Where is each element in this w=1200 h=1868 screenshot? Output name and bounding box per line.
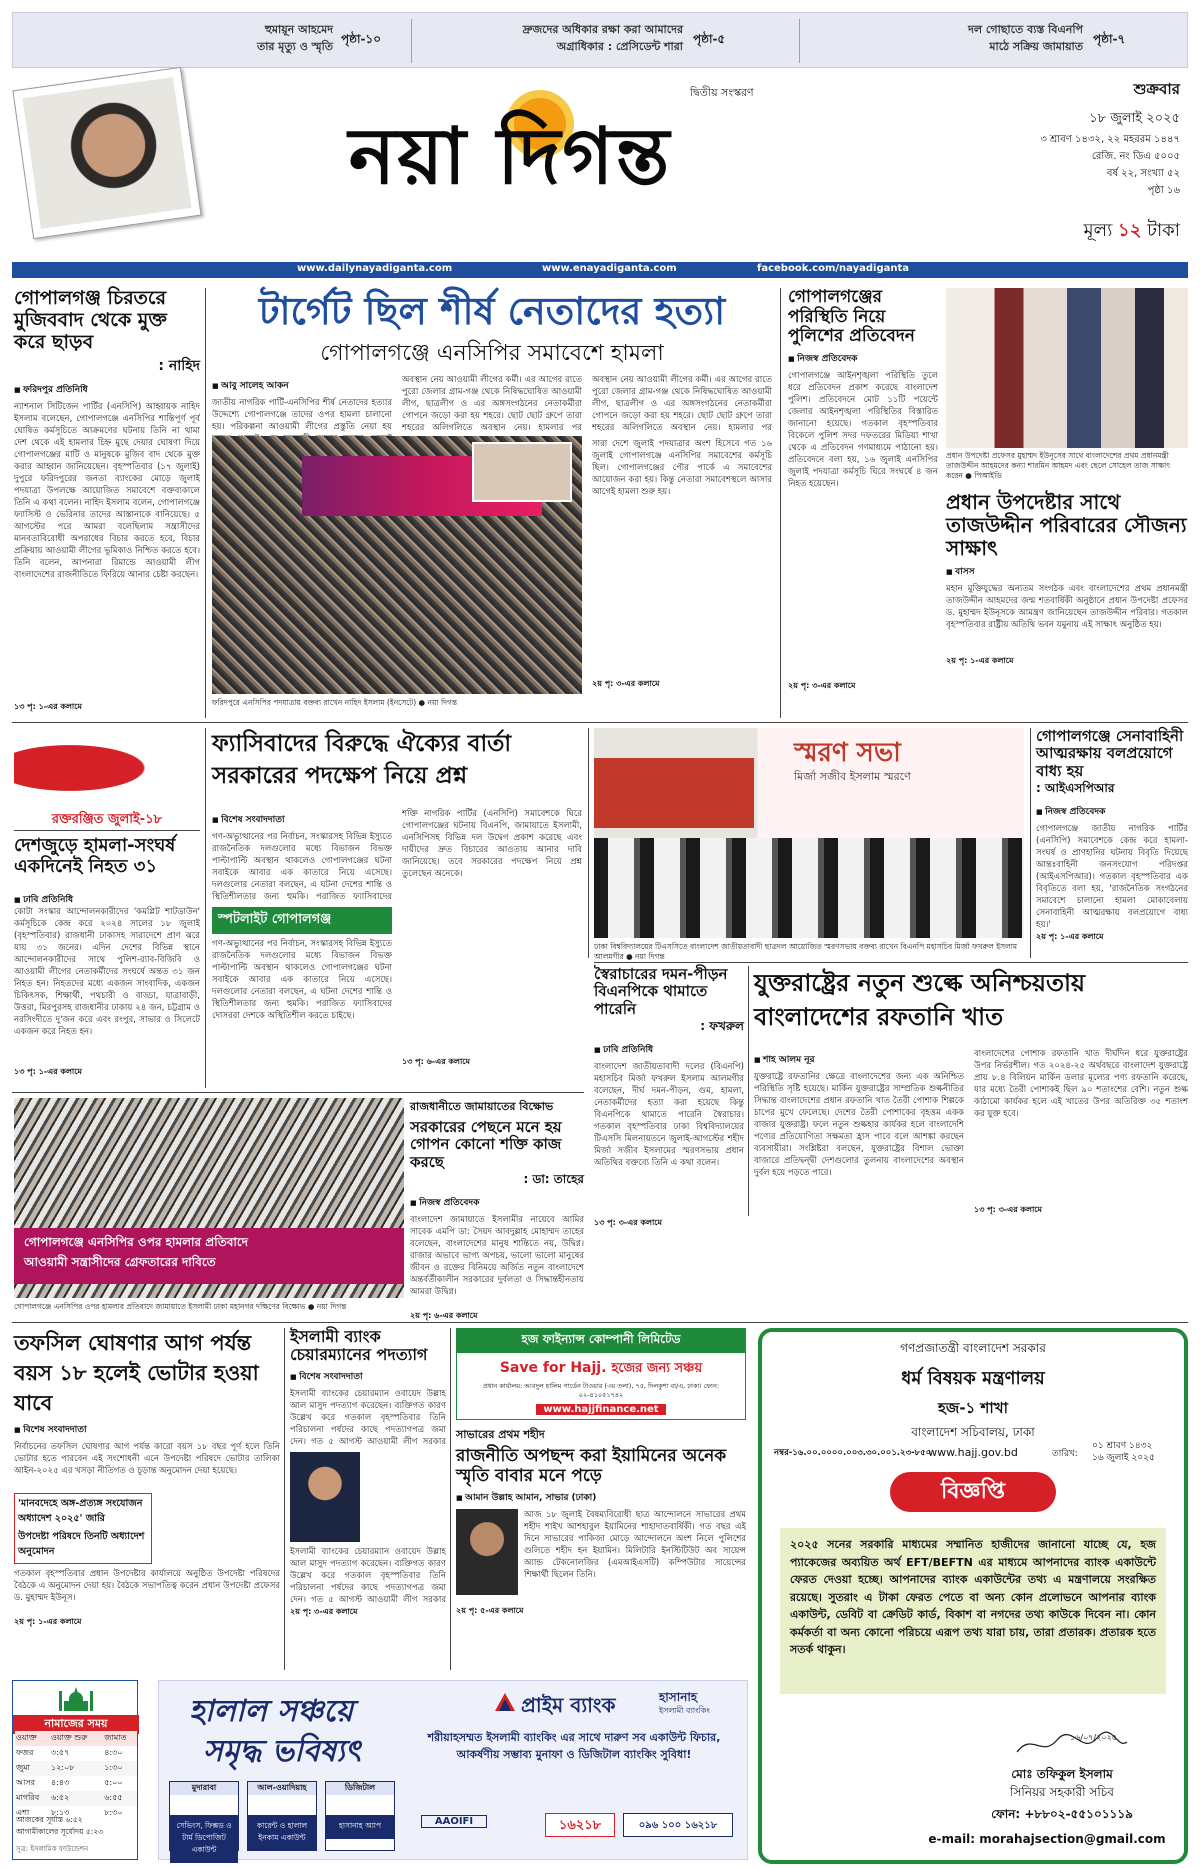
lead-headline: টার্গেট ছিল শীর্ষ নেতাদের হত্যা: [258, 289, 726, 333]
logo-text: নয়া দিগন্ত: [348, 111, 672, 202]
row-divider: [12, 1322, 1188, 1323]
price-unit: টাকা: [1147, 220, 1180, 241]
column-divider: [205, 728, 206, 1088]
headline: যুক্তরাষ্ট্রের নতুন শুল্কে অনিশ্চয়তায় বাংলাদেশের রফতানি খাত: [754, 969, 1086, 1031]
continued[interactable]: ২য় পৃ: ১-এর কলামে: [1036, 931, 1104, 941]
table-row: [15, 1746, 137, 1761]
lead-subhead: গোপালগঞ্জে এনসিপির সমাবেশে হামলা: [320, 341, 664, 366]
signer-title: সিনিয়র সহকারী সচিব: [1010, 1785, 1114, 1799]
caption-text: প্রধান উপদেষ্টা প্রফেসর মুহাম্মদ ইউনূসের সাথে বাংলাদেশের প্রথম প্রধানমন্ত্রী তাজউদ্দীন আহমদের কন্যা শারমিন আহমদ এবং ছেলে সোহেল তাজ সাক্ষাৎ করেন: [946, 451, 1171, 480]
bottom-protest-photo[interactable]: [14, 1098, 404, 1298]
inset-photo: [472, 442, 572, 502]
top-banner-page: পৃষ্ঠা-১০: [341, 32, 382, 46]
ad-url[interactable]: www.hajjfinance.net: [536, 1404, 666, 1415]
chairman-photo: [290, 1452, 360, 1542]
speaker: : আইএসপিআর: [1036, 780, 1115, 795]
body: ইসলামী ব্যাংকের চেয়ারম্যান ওবায়েদ উল্লাহ আল মাসুদ পদত্যাগ করেছেন। ব্যক্তিগত কারণ উল্লেখ করে গতকাল বৃহস্পতিবার তিনি পরিচালনা পর্ষদের কাছে পদত্যাগপত্র জমা দেন। গত ৫ আগস্ট আওয়ামী লীগ সরকার: [290, 1546, 446, 1605]
bottom-photo-caption: গোপালগঞ্জে এনসিপির ওপর হামলার প্রতিবাদে জামায়াতে ইসলামী ঢাকা মহানগর দক্ষিণের বিক্ষোভ ● নয়া দিগন্ত: [14, 1302, 347, 1311]
islami-bank-story[interactable]: [290, 1328, 446, 1670]
website-link[interactable]: www.dailynayadiganta.com: [297, 263, 453, 274]
portrait-photo: [23, 77, 192, 229]
banner-line-2: আওয়ামী সন্ত্রাসীদের গ্রেফতারের দাবিতে: [24, 1255, 216, 1269]
police-report-story[interactable]: [788, 288, 938, 718]
column-divider: [588, 728, 589, 958]
product-card[interactable]: [247, 1781, 317, 1851]
price-label: মূল্য: [1083, 220, 1113, 241]
event-people: [594, 838, 1024, 938]
product-head: মুদারাবা: [170, 1782, 238, 1795]
top-banner-item[interactable]: [423, 19, 763, 63]
body: বাংলাদেশ জাতীয়তাবাদী দলের (বিএনপি) মহাসচিব মির্জা ফখরুল ইসলাম আলমগীর বলেছেন, দীর্ঘ দমন-পীড়ন, গুম, হামলা, নেতাকর্মীদের হত্যা করা হয়েছে কিন্তু বিএনপিকে থামাতে পারেনি স্বৈরাচার। গতকাল বৃহস্পতিবার ঢাকা বিশ্ববিদ্যালয়ের টিএসসি মিলনায়তনে জুলাই-আগস্টের শহীদ মির্জা সজীব ইসলামের স্মরণসভায় প্রধান অতিথির বক্তব্যে তিনি এ কথা বলেন।: [594, 1061, 744, 1168]
web[interactable]: www.hajj.gov.bd: [928, 1446, 1018, 1459]
headline: স্বৈরাচারের দমন-পীড়ন বিএনপিকে থামাতে পারেনি: [594, 965, 728, 1018]
ministry-ad[interactable]: [758, 1328, 1188, 1864]
headline: দেশজুড়ে হামলা-সংঘর্ষ একদিনেই নিহত ৩১: [14, 835, 176, 877]
body: ন্যাশনাল সিটিজেন পার্টির (এনসিপি) আহ্বায়ক নাহিদ ইসলাম বলেছেন, গোপালগঞ্জে এনসিপির শান্তিপূর্ণ পূর্ব ঘোষিত কর্মসূচিতে আক্রমণের ঘটনায় তিনি না থামা দেশ থেকে এই হামলার চিহ্ন মুছে দেয়ার ঘোষণা দিয়ে গোপালগঞ্জের মাটি ও মানুষকে মুজিব বাদ থেকে মুক্ত করার আহ্বান জানিয়েছেন। বৃহস্পতিবার (১৭ জুলাই) দুপুরে ফরিদপুরের জনতা ব্যাংকের মোড়ে জুলাই পদযাত্রা উপলক্ষে আয়োজিত সমাবেশে বক্তব্যকালে তিনি এ কথা বলেন। নাহিদ ইসলাম বলেন, গোপালগঞ্জে ফ্যাসিস্ট ও ভেরিনার তাদের আস্তানাকে বানিয়েছে। ৫ আগস্টের পরে আমরা বলেছিলাম সন্ত্রাসীদের মানবতাবিরোধী অপরাধের বিচার করতে হবে, বিচার প্রক্রিয়ায় আওয়ামী লীগের ভূমিকাও নিশ্চিত করতে হবে। তিনি বলেন, আপনারা রিমান্ডে আওয়ামী লীগ বাংলাদেশের রাজনীতিতে ফিরিয়ে আনার চেষ্টা করছেন।: [14, 401, 200, 580]
body: বাংলাদেশের পোশাক রফতানি খাত দীর্ঘদিন ধরে যুক্তরাষ্ট্রের উপর নির্ভরশীল। গত ২০২৪-২৫ অর্থবছরে বাংলাদেশ যুক্তরাষ্ট্রে প্রায় ৮.৪ বিলিয়ন মার্কিন ডলার মূল্যের পণ্য রফতানি করেছে, যার মধ্যে তৈরী পোশাকই ছিল ৯০ শতাংশের বেশি। নতুন শুল্ক কাঠামো কার্যকর হলে এই খাতের উপর অতিরিক্ত ৩৫ শতাংশ কর যুক্ত হবে।: [974, 1049, 1188, 1119]
lead-story[interactable]: [212, 288, 772, 718]
epaper-link[interactable]: www.enayadiganta.com: [542, 263, 677, 274]
story-gopalganj-left[interactable]: [14, 288, 200, 718]
date: ১৮ জুলাই ২০২৫: [1089, 111, 1180, 126]
lead-photo[interactable]: [212, 436, 582, 694]
branch: হজ-১ শাখা: [938, 1399, 1008, 1417]
kicker: সাভারের প্রথম শহীদ: [456, 1428, 545, 1441]
top-banner: [12, 12, 1188, 68]
yamin-photo: [456, 1509, 518, 1595]
byline: ■ আবু সালেহ আকন: [212, 378, 392, 393]
body: সারা দেশে জুলাই পদযাত্রার অংশ হিসেবে গত ১৬ জুলাই গোপালগঞ্জে এনসিপির সমাবেশের কর্মসূচি ছিল। গোপালগঞ্জের পৌর পার্কে এ সমাবেশের আয়োজন করা হয়। কিন্তু নেতারা সমাবেশস্থলে আসার আগেই হামলা শুরু হয়।: [592, 439, 772, 497]
banner-line-1: গোপালগঞ্জে এনসিপির ওপর হামলার প্রতিবাদে: [24, 1235, 248, 1249]
bank-name: প্রাইম ব্যাংক: [521, 1693, 616, 1717]
photo-caption: প্রধান উপদেষ্টা প্রফেসর মুহাম্মদ ইউনূসের সাথে বাংলাদেশের প্রথম প্রধানমন্ত্রী তাজউদ্দীন আহমদের কন্যা শারমিন আহমদ এবং ছেলে সোহেল তাজ সাক্ষাৎ করেন ● পিআইডি: [946, 451, 1171, 480]
headline: প্রধান উপদেষ্টার সাথে তাজউদ্দীন পরিবারের সৌজন্য সাক্ষাৎ: [946, 490, 1187, 560]
autocracy-story[interactable]: [594, 965, 744, 1227]
cell: ৩:৫৭: [51, 1748, 70, 1757]
sunrise: আগামীকালের সূর্যোদয় ৫:২৩: [16, 1827, 104, 1836]
byline: ■ আমান উল্লাহ আমান, সাভার (ঢাকা): [456, 1490, 746, 1505]
product-body: হাসানাহ অ্যাপ: [326, 1815, 394, 1839]
cell: ৮:১৩: [51, 1808, 70, 1817]
speaker: : ফখরুল: [700, 1018, 744, 1033]
banner-divider: [411, 19, 412, 63]
col-2: [974, 1048, 1188, 1217]
volume: বর্ষ ২২, সংখ্যা ৫২: [1106, 168, 1180, 179]
masthead-logo[interactable]: [240, 84, 780, 216]
tariff-story[interactable]: [754, 966, 1188, 1216]
row-divider: [12, 1092, 584, 1093]
product-card[interactable]: [325, 1781, 395, 1851]
continued[interactable]: ২য় পৃ: ৩-এর কলামে: [290, 1606, 358, 1616]
body: নির্বাচনের তফসিল ঘোষণার আগ পর্যন্ত কারো বয়স ১৮ বছর পূর্ণ হলে তিনি ভোটার হতে পারবেন এই সংশোধনী এনে উপদেষ্টা পরিষদে ভোটার তালিকা আইন-২০২৫ এর খসড়া নীতিগত ও চূড়ান্ত অনুমোদন দেয়া হয়েছে।: [14, 1442, 280, 1476]
date-alt: ৩ শ্রাবণ ১৪৩২, ২২ মহররম ১৪৪৭: [1040, 134, 1180, 145]
prayer-title: নামাজের সময়: [13, 1715, 139, 1734]
kicker: রাজধানীতে জামায়াতের বিক্ষোভ: [410, 1100, 554, 1113]
lead-photo-caption: ফরিদপুরে এনসিপির পদযাত্রায় বক্তব্য রাখেন নাহিদ ইসলাম (ইনসেটে) ● নয়া দিগন্ত: [212, 698, 458, 707]
product-card[interactable]: [169, 1781, 239, 1854]
cell: মাগরিব: [16, 1793, 40, 1802]
body: আজ ১৮ জুলাই বৈষম্যবিরোধী ছাত্র আন্দোলনে সাভারের প্রথম শহীদ শাইখ আশহাবুল ইয়ামিনের শাহাদাতবার্ষিকী। গত বছর এই দিনে সাভারের পাকিজা মোড়ে আন্দোলনে অংশ নিলে পুলিশের গুলিতে শহীদ হন ইয়ামিন। মিলিটারি ইনস্টিটিউট অব সায়েন্স অ্যান্ড টেকনোলজির (এমআইএসটি) কম্পিউটার সায়েন্সের শিক্ষার্থী ছিলেন তিনি।: [524, 1510, 746, 1581]
byline: ■ ঢাবি প্রতিনিধি: [14, 892, 73, 907]
column-divider: [780, 288, 781, 718]
photo-credit: নয়া দিগন্ত: [427, 698, 458, 707]
continued[interactable]: ২য় পৃ: ৫-এর কলামে: [456, 1606, 524, 1616]
body: বাংলাদেশ জামায়াতে ইসলামীর নায়েবে আমির সাবেক এমপি ডা: সৈয়দ আবদুল্লাহ মোহাম্মদ তাহের বলেছেন, বাংলাদেশের মানুষ শান্তিতে নয়, উদ্বিগ্ন। রাজার অভাবে ভাগ্য অপচয়, ভালো ভালো মানুষের জীবন ও রক্তের বিনিময়ে অর্জিত নতুন বাংলাদেশে অন্তর্বর্তীকালীন সরকারের দুর্বলতা ও সিদ্ধান্তহীনতায় আমরা উদ্বিগ্ন।: [410, 1214, 584, 1297]
cell: জুমা: [16, 1763, 30, 1772]
continued[interactable]: ১৩ পৃ: ১-এর কলামে: [14, 701, 82, 711]
day: শুক্রবার: [1133, 80, 1180, 98]
continued[interactable]: ২য় পৃ: ৩-এর কলামে: [592, 679, 660, 688]
product-body: কারেন্ট ও হালাল ইনকাম একাউন্ট: [248, 1815, 316, 1851]
center-photo[interactable]: [594, 728, 1024, 938]
row-divider: [594, 962, 1188, 963]
cell: ফজর: [16, 1748, 34, 1757]
row-divider: [12, 722, 1188, 723]
photo-credit: নয়া দিগন্ত: [316, 1302, 347, 1311]
column-divider: [284, 1328, 285, 1670]
memo: নম্বর-১৬.০০.০০০০.০০৩.৩০.০০১.২৩-৮৫০: [774, 1448, 932, 1458]
bullet-item: উপদেষ্টা পরিষদে তিনটি অধ্যাদেশ অনুমোদন: [18, 1531, 145, 1557]
page-count: পৃষ্ঠা ১৬: [1147, 185, 1180, 196]
body: মহান মুক্তিযুদ্ধের অন্যতম সংগঠক এবং বাংলাদেশের প্রথম প্রধানমন্ত্রী তাজউদ্দীন আহমদের জন্ম শতবার্ষিকী অনুষ্ঠানে প্রধান উপদেষ্টা প্রফেসর ড. মুহাম্মদ ইউনূসকে আমন্ত্রণ জানিয়েছেন তাজউদ্দীন পরিবার। গতকাল বৃহস্পতিবার রাষ্ট্রীয় অতিথি ভবন যমুনায় এই সাক্ষাৎ অনুষ্ঠিত হয়।: [946, 584, 1188, 630]
prime-bank-ad[interactable]: [158, 1680, 748, 1860]
spotlight-banner: স্পটলাইট গোপালগঞ্জ: [212, 907, 392, 934]
cell: ৫:০০: [104, 1778, 123, 1787]
masthead-meta: [880, 78, 1180, 247]
top-banner-title: দ্রুজদের অধিকার রক্ষা করা আমাদের অগ্রাধিকার : প্রেসিডেন্ট শারা: [522, 23, 683, 53]
bloody-july-graphic: [14, 728, 200, 808]
cell: আসর: [16, 1778, 36, 1787]
body: শক্তি নাগরিক পার্টির (এনসিপি) সমাবেশকে ঘিরে গোপালগঞ্জের ঘটনায় বিএনপি, জামায়াতে ইসলামী, এনসিপিসহ বিভিন্ন দল উদ্বেগ প্রকাশ করেছে এবং দায়ীদের দ্রুত বিচারের আওতায় আনার দাবি জানিয়েছে। তবে সরকারের পদক্ষেপ নিয়ে প্রশ্ন তুলেছেন অনেকে।: [402, 809, 582, 879]
byline: ■ ঢাবি প্রতিনিধি: [594, 1042, 744, 1057]
top-banner-page: পৃষ্ঠা-৫: [693, 32, 726, 46]
table-row: [15, 1791, 137, 1806]
event-banner-text: স্মরণ সভা: [794, 738, 901, 768]
event-backdrop: [594, 728, 1024, 838]
top-banner-title: হুমায়ূন আহমেদ তার মৃত্যু ও স্মৃতি: [256, 23, 333, 53]
price-value: ১২: [1118, 220, 1142, 241]
continued[interactable]: ২য় পৃ: ১-এর কলামে: [946, 656, 1014, 665]
headline: গোপালগঞ্জে সেনাবাহিনী আত্মরক্ষায় বলপ্রয়োগে বাধ্য হয়: [1036, 727, 1184, 780]
col-1: [754, 1048, 964, 1215]
photo-credit: নয়া দিগন্ত: [635, 952, 665, 961]
continued[interactable]: ২য় পৃ: ৬-এর কলামে: [410, 1310, 478, 1320]
prayer-times: [12, 1680, 138, 1860]
continued[interactable]: ১৩ পৃ: ৩-এর কলামে: [594, 1217, 662, 1227]
event-banner-left: [594, 758, 754, 828]
headline: ফ্যাসিবাদের বিরুদ্ধে ঐক্যের বার্তা সরকারের পদক্ষেপ নিয়ে প্রশ্ন: [212, 731, 512, 789]
headline: রাজনীতি অপছন্দ করা ইয়ামিনের অনেক স্মৃতি বাবার মনে পড়ে: [456, 1446, 727, 1486]
date-label: তারিখ:: [1052, 1449, 1078, 1459]
date-2: ১৬ জুলাই ২০২৫: [1092, 1453, 1155, 1463]
save-bn: হজের জন্য সঞ্চয়: [611, 1361, 703, 1376]
header-cell: ওয়াক্ত: [16, 1733, 37, 1742]
ad-title: হজ ফাইন্যান্স কোম্পানী লিমিটেড: [457, 1329, 745, 1353]
top-banner-item[interactable]: [813, 19, 1173, 63]
speaker: : নাহিদ: [158, 357, 200, 374]
vote-age-story[interactable]: [14, 1328, 280, 1670]
caption-text: ফরিদপুরে এনসিপির পদযাত্রায় বক্তব্য রাখেন নাহিদ ইসলাম (ইনসেটে): [212, 698, 417, 707]
phone: ফোন: +৮৮০২-৫৫১০১১১৯: [991, 1807, 1133, 1821]
ad-save-line: [457, 1357, 745, 1380]
cell: এশা: [16, 1808, 30, 1817]
table-row: [15, 1776, 137, 1791]
lead-col-3-cont: [592, 438, 772, 691]
column-divider: [1030, 728, 1031, 958]
bloody-july-story[interactable]: [14, 728, 200, 1088]
body: গোপালগঞ্জে জাতীয় নাগরিক পার্টির (এনসিপি) সমাবেশকে কেন্দ্র করে হামলা-সংঘর্ষ ও প্রাণহানির ঘটনায় বিবৃতি দিয়েছে আন্তঃবাহিনী জনসংযোগ পরিদপ্তর (আইএসপিআর)। গতকাল বৃহস্পতিবার এক বিবৃতিতে বলা হয়, 'রাজনৈতিক সংগঠনের সমাবেশে চালানো হামলা মোকাবেলায় সেনাবাহিনী আত্মরক্ষায় বলপ্রয়োগে বাধ্য হয়।': [1036, 823, 1188, 930]
email[interactable]: e-mail: morahajsection@gmail.com: [928, 1832, 1166, 1846]
price: [880, 216, 1180, 247]
products: [169, 1781, 399, 1854]
byline: ■ বিশেষ সংবাদদাতা: [212, 812, 392, 827]
office: বাংলাদেশ সচিবালয়, ঢাকা: [911, 1425, 1035, 1439]
lead-col-1: [212, 374, 392, 439]
body: কোটা সংস্কার আন্দোলনকারীদের 'কমপ্লিট শাটডাউন' কর্মসূচিকে কেন্দ্র করে ২০২৪ সালের ১৮ জুলাই (বৃহস্পতিবার) রাজধানী ঢাকাসহ সারাদেশে প্রাণ ঝরে যায় ৩১ জনের। এদিন দেশের বিভিন্ন স্থানে আন্দোলনকারীদের সাথে পুলিশ-র‍্যাব-বিজিবি ও আওয়ামী লীগের নেতাকর্মীদের সংঘর্ষে অন্তত ৩১ জন নিহত হন। নিহতদের মধ্যে একজন সাংবাদিক, একজন চিকিৎসক, শিক্ষার্থী, পথচারী ও বাড্ডা, যাত্রাবাড়ী, উত্তরা, মিরপুরসহ রাজধানীর ঢাকায় ২৪ জন, চট্টগ্রাম ও নরসিংদীতে দু'জন করে এবং রংপুর, সাভার ও সিলেটে একজন করে নিহত হন।: [14, 907, 200, 1037]
ministry-name: ধর্ম বিষয়ক মন্ত্রণালয়: [901, 1368, 1045, 1389]
top-banner-title: দল গোছাতে ব্যস্ত বিএনপি মাঠে সক্রিয় জামায়াত: [968, 23, 1083, 53]
masthead-links-bar: [12, 262, 1188, 278]
cell: ৬:৫২: [51, 1793, 70, 1802]
byline: ■ নিজস্ব প্রতিবেদক: [1036, 804, 1188, 819]
byline: ■ শাহ আলম নূর: [754, 1052, 964, 1067]
ad-address: প্রধান কার্যালয়: আবদুল হালিম গার্ডেন টাওয়ার (৩য় তলা), ৭৫, দিলকুশা বা/এ, ঢাকা। ফোন: ০২-৪১০৫১৭৪২: [482, 1382, 720, 1399]
slogan-2: সমৃদ্ধ ভবিষ্যৎ: [203, 1734, 361, 1769]
header-cell: জামাত: [104, 1733, 127, 1742]
date-1: ০১ শ্রাবণ ১৪৩২: [1092, 1441, 1153, 1451]
col-1: [212, 808, 392, 1034]
top-banner-page: পৃষ্ঠা-৭: [1093, 32, 1126, 46]
hotline[interactable]: ১৬২১৮: [545, 1813, 615, 1837]
continued[interactable]: ১৩ পৃ: ৩-এর কলামে: [974, 1205, 1042, 1214]
header-cell: ওয়াক্ত শুরু: [51, 1733, 88, 1742]
cell: ৮:৩০: [104, 1808, 123, 1817]
byline: ■ নিজস্ব প্রতিবেদক: [788, 351, 938, 366]
jamaat-story[interactable]: [410, 1098, 584, 1318]
continued[interactable]: ১৩ পৃ: ১-এর কলামে: [14, 1067, 82, 1076]
sign-date: ১৬/০৭/২০২৫: [1070, 1733, 1117, 1742]
body: ইসলামী ব্যাংকের চেয়ারম্যান ওবায়েদ উল্লাহ আল মাসুদ পদত্যাগ করেছেন। ব্যক্তিগত কারণ উল্লেখ করে গতকাল বৃহস্পতিবার তিনি পরিচালনা পর্ষদের কাছে পদত্যাগপত্র জমা দেন। গত ৫ আগস্ট আওয়ামী লীগ সরকার: [290, 1388, 446, 1447]
continued[interactable]: ২য় পৃ: ৩-এর কলামে: [788, 680, 856, 690]
column-divider: [748, 966, 749, 1216]
phone[interactable]: ০৯৬ ১০০ ১৬২১৮: [623, 1813, 733, 1837]
fascism-story[interactable]: [212, 728, 582, 1088]
byline: ■ বাসস: [946, 564, 1188, 579]
tagline: শরীয়াহসম্মত ইসলামী ব্যাংকিং এর সাথে দারুণ সব একাউন্ট ফিচার, আকর্ষণীয় সম্ভাব্য মুনাফা ও ডিজিটাল ব্যাংকিং সুবিধা!: [427, 1731, 721, 1761]
signer-name: মোঃ তফিকুল ইসলাম: [1011, 1767, 1113, 1781]
facebook-link[interactable]: facebook.com/nayadiganta: [757, 263, 909, 274]
lead-col-2: [402, 374, 582, 434]
registration: রেজি. নং ডিএ ৫০০৫: [1091, 151, 1180, 162]
table-row: [15, 1761, 137, 1776]
column-divider: [450, 1328, 451, 1670]
notice-badge: বিজ্ঞপ্তি: [890, 1472, 1056, 1512]
headline: গোপালগঞ্জের পরিস্থিতি নিয়ে পুলিশের প্রতিবেদন: [788, 287, 915, 347]
army-story[interactable]: [1036, 728, 1188, 958]
body: জাতীয় নাগরিক পার্টি-এনসিপির শীর্ষ নেতাদের হত্যার উদ্দেশ্যে গোপালগঞ্জে তাদের ওপর হামলা চালানো হয়। পরিকল্পনা আওয়ামী লীগের প্রস্তুতি নেয়া হয়: [212, 398, 392, 432]
mosque-icon: [56, 1683, 96, 1713]
aaoifi-badge: AAOIFI: [421, 1815, 487, 1828]
top-banner-item[interactable]: [163, 19, 403, 63]
body: গণ-অভ্যুত্থানের পর নির্বাচন, সংস্কারসহ বিভিন্ন ইস্যুতে রাজনৈতিক দলগুলোর মধ্যে বিভাজন বিভক্ত পাল্টাপাল্টি অবস্থান থাকলেও গোপালগঞ্জের ঘটনা সবাইকে আবার এক কাতারে নিয়ে এসেছে। দলগুলোর নেতারা বলছেন, এ ঘটনা দেশের শান্তি ও স্থিতিশীলতার জন্য হুমকি। পরাজিত ফ্যাসিবাদের: [212, 832, 392, 902]
column-divider: [205, 288, 206, 718]
courtesy-photo[interactable]: [946, 288, 1188, 448]
source: সূত্র: ইসলামিক ফাউন্ডেশন: [16, 1845, 89, 1853]
hasanah: হাসানাহ: [659, 1690, 698, 1704]
event-banner-sub: মির্জা সজীব ইসলাম স্মরণে: [794, 770, 911, 783]
bullet-box: [14, 1493, 152, 1564]
speaker: : ডা: তাহের: [523, 1171, 584, 1186]
continued[interactable]: ১৩ পৃ: ৬-এর কলামে: [402, 1057, 470, 1066]
table-header-row: [15, 1731, 137, 1746]
cell: ৪:৩০: [104, 1748, 123, 1757]
headline: তফসিল ঘোষণার আগ পর্যন্ত বয়স ১৮ হলেই ভোটার হওয়া যাবে: [14, 1331, 259, 1415]
product-head: ডিজিটাল: [326, 1782, 394, 1795]
body: গতকাল বৃহস্পতিবার প্রধান উপদেষ্টার কার্যালয়ে অনুষ্ঠিত উপদেষ্টা পরিষদের বৈঠকে এ অনুমোদন দেয়া হয়। বৈঠকে সভাপতিত্ব করেন প্রধান উপদেষ্টা প্রফেসর ড. মুহাম্মদ ইউনূস।: [14, 1569, 280, 1603]
byline: ■ বিশেষ সংবাদদাতা: [290, 1369, 446, 1384]
byline: ■ নিজস্ব প্রতিবেদক: [410, 1195, 584, 1210]
body: অবস্থান নেয় আওয়ামী লীগের কর্মী। এর আগের রাতে পুরো জেলার গ্রাম-গঞ্জ থেকে নিষিদ্ধঘোষিত আওয়ামী লীগ, ছাত্রলীগ ও এর অঙ্গসংগঠনের নেতাকর্মীরা গোপনে জড়ো করা হয় শহরে। ছোট ছোট গ্রুপে তারা শহরের অলিগলিতে অবস্থান নেয়। হামলার পর: [592, 375, 772, 433]
gov-label: গণপ্রজাতন্ত্রী বাংলাদেশ সরকার: [900, 1341, 1046, 1355]
hasanah-sub: ইসলামী ব্যাংকিং: [659, 1706, 710, 1715]
byline: ■ বিশেষ সংবাদদাতা: [14, 1422, 280, 1437]
caption-text: ঢাকা বিশ্ববিদ্যালয়ের টিএসসিতে বাংলাদেশ জাতীয়তাবাদী ছাত্রদল আয়োজিত স্মরণসভায় বক্তব্য রাখেন বিএনপি মহাসচিব মির্জা ফখরুল ইসলাম আলমগীর: [594, 942, 1018, 961]
headline: ইসলামী ব্যাংক চেয়ারম্যানের পদত্যাগ: [290, 1327, 428, 1365]
label-divider: [14, 830, 200, 831]
masthead-portrait[interactable]: [12, 67, 201, 239]
sunset: আজকের সূর্যাস্ত ৬:৫২: [16, 1815, 83, 1824]
cell: ১:৩০: [104, 1763, 123, 1772]
body: অবস্থান নেয় আওয়ামী লীগের কর্মী। এর আগের রাতে পুরো জেলার গ্রাম-গঞ্জ থেকে নিষিদ্ধঘোষিত আওয়ামী লীগ, ছাত্রলীগ ও এর অঙ্গসংগঠনের নেতাকর্মীরা গোপনে জড়ো করা হয় শহরে। ছোট ছোট গ্রুপে তারা শহরের অলিগলিতে অবস্থান নেয়। হামলার পর: [402, 375, 582, 433]
body: যুক্তরাষ্ট্রে রফতানির ক্ষেত্রে বাংলাদেশের জন্য এক অনিশ্চিত পরিস্থিতি সৃষ্টি হয়েছে। মার্কিন যুক্তরাষ্ট্রের সাম্প্রতিক শুল্কনীতির সিদ্ধান্ত বাংলাদেশের প্রধান রফতানি খাত তৈরী পোশাক শিল্পকে চাপের মুখে ফেলেছে। দেশের তৈরী পোশাকের বৃহত্তম একক বাজার যুক্তরাষ্ট্র। ফলে নতুন শুল্কহার কার্যকর হলে বাংলাদেশি পণ্যের প্রতিযোগিতা সক্ষমতা হ্রাস পাবে বলে আশঙ্কা করছেন ব্যবসায়ীরা। সংশ্লিষ্টরা বলছেন, যুক্তরাষ্ট্রের বিশাল ভোক্তা বাজারে প্রতিদ্বন্দ্বী দেশগুলোর তুলনায় বাংলাদেশের অবস্থান দুর্বল হয়ে পড়তে পারে।: [754, 1072, 964, 1178]
photo-credit: পিআইডি: [974, 471, 1002, 480]
courtesy-story[interactable]: [946, 288, 1188, 718]
savar-story[interactable]: [456, 1426, 746, 1670]
hajj-finance-ad[interactable]: [456, 1328, 746, 1420]
byline: ■ ফরিদপুর প্রতিনিধি: [14, 382, 200, 397]
body: গোপালগঞ্জে আইনশৃঙ্খলা পরিস্থিতি তুলে ধরে প্রতিবেদন প্রকাশ করেছে বাংলাদেশ পুলিশ। প্রতিবেদনে মোট ১১টি পয়েন্টে জেলার আইনশৃঙ্খলা পরিস্থিতির বিস্তারিত জানানো হয়েছে। গতকাল বৃহস্পতিবার বিকেলে পুলিশ সদর দফতরের মিডিয়া শাখা থেকে এ প্রতিবেদন গণমাধ্যমে পাঠানো হয়। প্রতিবেদনে বলা হয়, ১৬ জুলাই এনসিপির জুলাই পদযাত্রা কর্মসূচি ঘিরে সংঘর্ষে ৪ জন নিহত হয়েছেন।: [788, 370, 938, 489]
protest-banner: [14, 1228, 404, 1284]
continued[interactable]: ২য় পৃ: ১-এর কলামে: [14, 1617, 82, 1626]
product-body: সেভিংস, ফিক্সড ও টার্ম ডিপোজিট একাউন্ট: [170, 1815, 238, 1863]
banner-divider: [799, 19, 800, 63]
cell: ৬:৫৫: [104, 1793, 123, 1802]
cell: ১২:০৮: [51, 1763, 75, 1772]
prime-bank-logo-icon: [493, 1691, 517, 1715]
edition-label: দ্বিতীয় সংস্করণ: [690, 86, 754, 99]
caption-text: গোপালগঞ্জে এনসিপির ওপর হামলার প্রতিবাদে জামায়াতে ইসলামী ঢাকা মহানগর দক্ষিণের বিক্ষোভ: [14, 1302, 306, 1311]
product-head: আল-ওয়াদিয়াহ: [248, 1782, 316, 1795]
slogan-1: হালাল সঞ্চয়ে: [189, 1694, 354, 1729]
headline: সরকারের পেছনে মনে হয় গোপন কোনো শক্তি কাজ করছে: [410, 1118, 562, 1171]
prayer-table: [15, 1731, 137, 1821]
lead-col-3: [592, 374, 772, 434]
body: গণ-অভ্যুত্থানের পর নির্বাচন, সংস্কারসহ বিভিন্ন ইস্যুতে রাজনৈতিক দলগুলোর মধ্যে বিভাজন বিভক্ত পাল্টাপাল্টি অবস্থান থাকলেও গোপালগঞ্জের ঘটনা সবাইকে আবার এক কাতারে নিয়ে এসেছে। দলগুলোর নেতারা বলছেন, এ ঘটনা দেশের শান্তি ও স্থিতিশীলতার জন্য হুমকি। পরাজিত ফ্যাসিবাদের দোসররা দেশকে অস্থিতিশীল করতে চাইছে।: [212, 939, 392, 1021]
notice-body: ২০২৫ সনের সরকারি মাধ্যমের সম্মানিত হাজীদের জানানো যাচ্ছে যে, হজ প্যাকেজের অব্যয়িত অর্থ EFT/BEFTN এর মাধ্যমে আপনাদের ব্যাংক একাউন্টে ফেরত দেওয়া হচ্ছে। আপনাদের ব্যাংক একাউন্টের তথ্য এ মন্ত্রণালয়ে সংরক্ষিত রয়েছে। সুতরাং এ টাকা ফেরত পেতে বা অন্য কোন প্রলোভনে আপনার ব্যাংক একাউন্ট, ডেবিট বা ক্রেডিট কার্ড, বিকাশ বা নগদের তথ্য কাউকে দিবেন না। কোন কর্মকর্তা বা অন্য কোনো পরিচয়ে এরূপ তথ্য যারা চায়, তারা প্রতারক। প্রতারক হতে সতর্ক থাকুন।: [780, 1528, 1166, 1694]
center-photo-caption: ঢাকা বিশ্ববিদ্যালয়ের টিএসসিতে বাংলাদেশ জাতীয়তাবাদী ছাত্রদল আয়োজিত স্মরণসভায় বক্তব্য রাখেন বিএনপি মহাসচিব মির্জা ফখরুল ইসলাম আলমগীর ● নয়া দিগন্ত: [594, 942, 1018, 961]
bullet-item: 'মানবদেহে অঙ্গ-প্রত্যঙ্গ সংযোজন অধ্যাদেশ ২০২৫' জারি: [18, 1498, 143, 1524]
headline: গোপালগঞ্জ চিরতরে মুজিববাদ থেকে মুক্ত করে ছাড়ব: [14, 287, 167, 353]
cell: ৪:৪৩: [51, 1778, 70, 1787]
signature: [1012, 1730, 1132, 1760]
bloody-july-label: রক্তরঞ্জিত জুলাই-১৮: [51, 812, 163, 827]
save-text: Save for Hajj.: [499, 1360, 607, 1376]
col-2: [402, 808, 582, 1069]
